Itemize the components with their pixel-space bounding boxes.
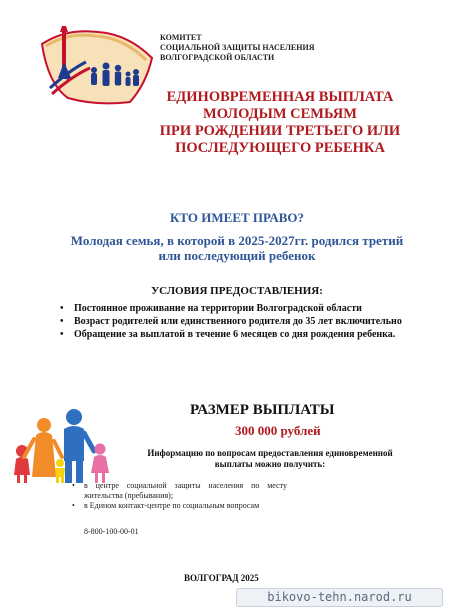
condition-text: Возраст родителей или единственного родителя до 35 лет включительно [74, 316, 402, 327]
org-line: СОЦИАЛЬНОЙ ЗАЩИТЫ НАСЕЛЕНИЯ [160, 43, 315, 52]
title-line: ЕДИНОВРЕМЕННАЯ ВЫПЛАТА [166, 89, 394, 105]
phone-number: 8-800-100-00-01 [84, 527, 139, 536]
eligibility-answer-line: или последующий ребенок [158, 248, 316, 263]
family-illustration [10, 405, 118, 485]
father-icon [64, 409, 94, 483]
info-line: Информацию по вопросам предоставления единовременной [147, 448, 393, 458]
eligibility-answer-line: Молодая семья, в которой в 2025-2027гг. родился третий [70, 233, 404, 248]
org-line: ВОЛГОГРАДСКОЙ ОБЛАСТИ [160, 53, 275, 62]
condition-text: Постоянное проживание на территории Волгоградской области [74, 303, 362, 314]
info-line: выплаты можно получить: [214, 459, 326, 469]
document-title [110, 89, 450, 157]
contact-item [72, 481, 287, 501]
org-name [160, 33, 314, 63]
contact-item [72, 501, 287, 511]
condition-item [60, 303, 420, 315]
bullet-icon: • [60, 329, 64, 340]
title-line: ПРИ РОЖДЕНИИ ТРЕТЬЕГО ИЛИ [159, 123, 401, 139]
footer-city-year: ВОЛГОГРАД 2025 [184, 573, 259, 583]
condition-text: Обращение за выплатой в течение 6 месяцев со дня рождения ребенка. [74, 329, 396, 340]
bullet-icon: • [72, 501, 75, 510]
conditions-list [60, 303, 420, 342]
title-line: МОЛОДЫМ СЕМЬЯМ [203, 106, 357, 122]
conditions-heading: УСЛОВИЯ ПРЕДОСТАВЛЕНИЯ: [151, 285, 323, 297]
site-watermark: bikovo-tehn.narod.ru [236, 588, 443, 607]
condition-item [60, 316, 420, 328]
org-line: КОМИТЕТ [160, 33, 202, 42]
eligibility-section [40, 210, 434, 263]
bullet-icon: • [60, 316, 64, 327]
eligibility-question: КТО ИМЕЕТ ПРАВО? [170, 210, 304, 225]
payment-heading: РАЗМЕР ВЫПЛАТЫ [190, 402, 335, 418]
contacts-list [72, 481, 287, 511]
title-line: ПОСЛЕДУЮЩЕГО РЕБЕНКА [175, 140, 385, 156]
toddler-icon [55, 459, 65, 483]
bullet-icon: • [72, 481, 75, 490]
payment-amount: 300 000 рублей [235, 423, 321, 438]
condition-item [60, 329, 420, 341]
contact-text: в центре социальной защиты населения по месту жительства (пребывания); [84, 481, 287, 500]
contact-text: в Едином контакт-центре по социальным вопросам [84, 501, 260, 510]
info-text [130, 448, 410, 470]
bullet-icon: • [60, 303, 64, 314]
